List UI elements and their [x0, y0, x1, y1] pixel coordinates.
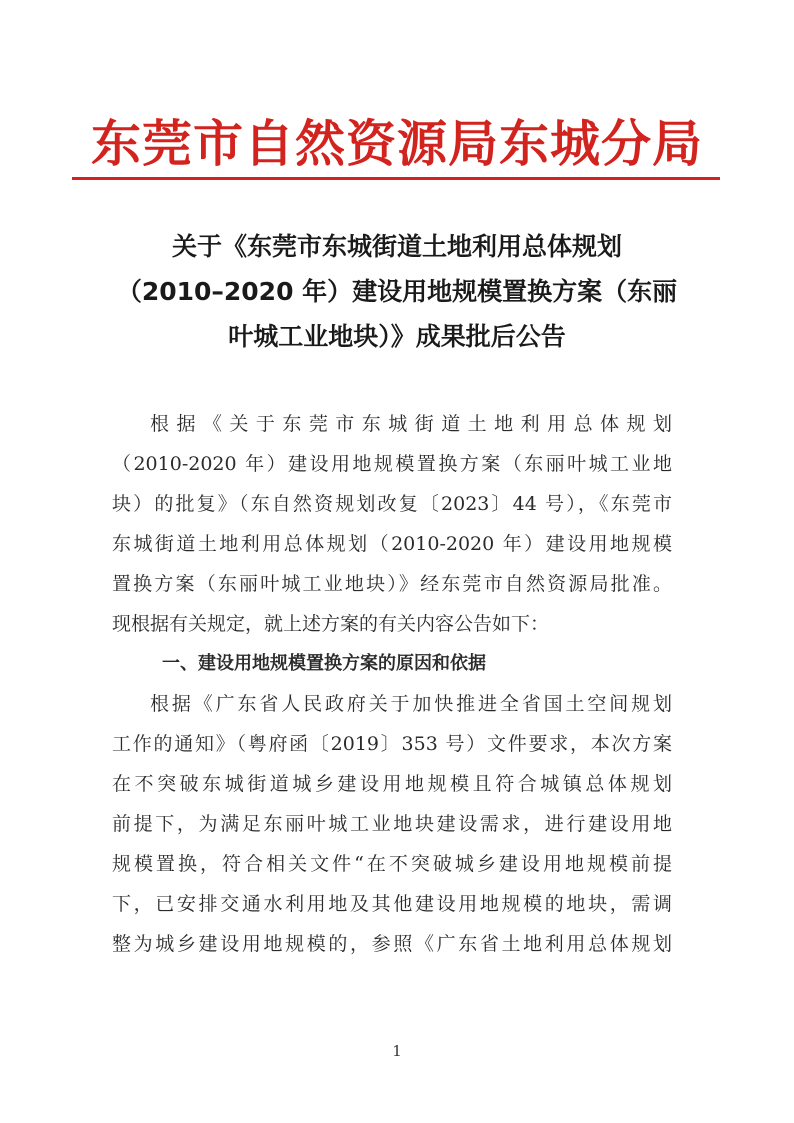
paragraph-line: 整为城乡建设用地规模的，参照《广东省土地利用总体规划: [112, 933, 672, 955]
paragraph-line: 根据《关于东莞市东城街道土地利用总体规划: [150, 413, 672, 435]
paragraph-line: 前提下，为满足东丽叶城工业地块建设需求，进行建设用地: [112, 813, 672, 835]
title-line: （2010–2020 年）建设用地规模置换方案（东丽: [116, 277, 678, 306]
paragraph-line: 现根据有关规定，就上述方案的有关内容公告如下：: [112, 613, 550, 635]
paragraph-line: 块）的批复》（东自然资规划改复〔2023〕44 号），《东莞市: [112, 493, 672, 515]
red-header-rule: [72, 177, 720, 180]
page-number: 1: [392, 1042, 402, 1060]
paragraph-line: 置换方案（东丽叶城工业地块）》经东莞市自然资源局批准。: [112, 573, 672, 595]
issuing-authority-masthead: 东莞市自然资源局东城分局: [91, 114, 703, 173]
document-title: [80, 224, 714, 359]
title-line: 叶城工业地块）》成果批后公告: [228, 322, 566, 351]
paragraph-line: 下，已安排交通水利用地及其他建设用地规模的地块，需调: [112, 893, 672, 915]
paragraph-line: 在不突破东城街道城乡建设用地规模且符合城镇总体规划: [112, 773, 672, 795]
section-heading: 一、建设用地规模置换方案的原因和依据: [162, 653, 486, 674]
title-line: 关于《东莞市东城街道土地利用总体规划: [171, 232, 622, 261]
paragraph-line: 根据《广东省人民政府关于加快推进全省国土空间规划: [150, 693, 672, 715]
paragraph-line: 东城街道土地利用总体规划（2010-2020 年）建设用地规模: [112, 533, 672, 555]
paragraph-line: 工作的通知》（粤府函〔2019〕353 号）文件要求，本次方案: [112, 733, 672, 755]
paragraph-line: 规模置换，符合相关文件“在不突破城乡建设用地规模前提: [112, 853, 672, 875]
document-body: [112, 404, 672, 964]
paragraph-line: （2010-2020 年）建设用地规模置换方案（东丽叶城工业地: [112, 453, 672, 475]
